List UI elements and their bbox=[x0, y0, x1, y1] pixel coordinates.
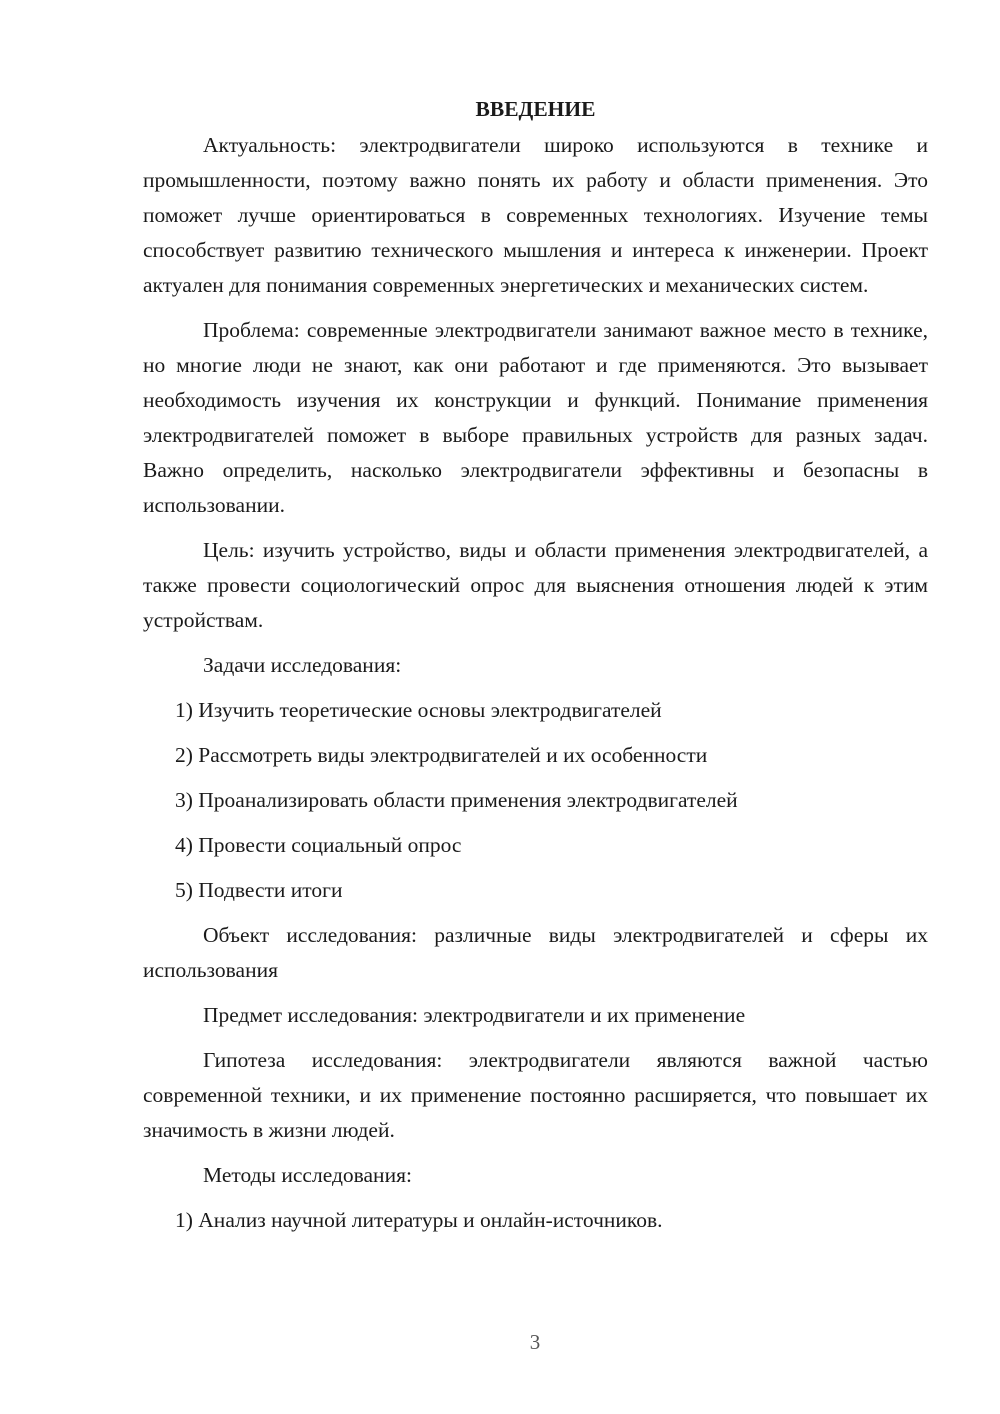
task-item: 1) Изучить теоретические основы электродвигателей bbox=[175, 698, 662, 722]
section-title: ВВЕДЕНИЕ bbox=[475, 97, 596, 121]
task-item: 2) Рассмотреть виды электродвигателей и их особенности bbox=[175, 743, 708, 767]
problem-paragraph: Проблема: современные электродвигатели занимают важное место в технике, но многие люди не знают, как они работают и где применяются. Это вызывает необходимость изучения их конструкции и функций. Понимание применения электродвигателей поможет в выборе правильных устройств для разных задач. Важно определить, насколько электродвигатели эффективны и безопасны в использовании. bbox=[143, 318, 928, 517]
task-item: 3) Проанализировать области применения электродвигателей bbox=[175, 788, 738, 812]
object-paragraph: Объект исследования: различные виды электродвигателей и сферы их использования bbox=[143, 923, 928, 982]
hypothesis-paragraph: Гипотеза исследования: электродвигатели являются важной частью современной техники, и их применение постоянно расширяется, что повышает их значимость в жизни людей. bbox=[143, 1048, 928, 1142]
relevance-paragraph: Актуальность: электродвигатели широко используются в технике и промышленности, поэтому важно понять их работу и области применения. Это поможет лучше ориентироваться в современных технологиях. Изучение темы способствует развитию технического мышления и интереса к инженерии. Проект актуален для понимания современных энергетических и механических систем. bbox=[143, 133, 928, 297]
document-page bbox=[143, 92, 928, 1248]
task-item: 4) Провести социальный опрос bbox=[175, 833, 462, 857]
subject-paragraph: Предмет исследования: электродвигатели и их применение bbox=[203, 1003, 746, 1027]
task-item: 5) Подвести итоги bbox=[175, 878, 343, 902]
goal-paragraph: Цель: изучить устройство, виды и области применения электродвигателей, а также провести социологический опрос для выяснения отношения людей к этим устройствам. bbox=[143, 538, 928, 632]
tasks-heading: Задачи исследования: bbox=[203, 653, 402, 677]
methods-heading: Методы исследования: bbox=[203, 1163, 412, 1187]
method-item: 1) Анализ научной литературы и онлайн-источников. bbox=[175, 1208, 663, 1232]
page-number: 3 bbox=[529, 1330, 541, 1354]
